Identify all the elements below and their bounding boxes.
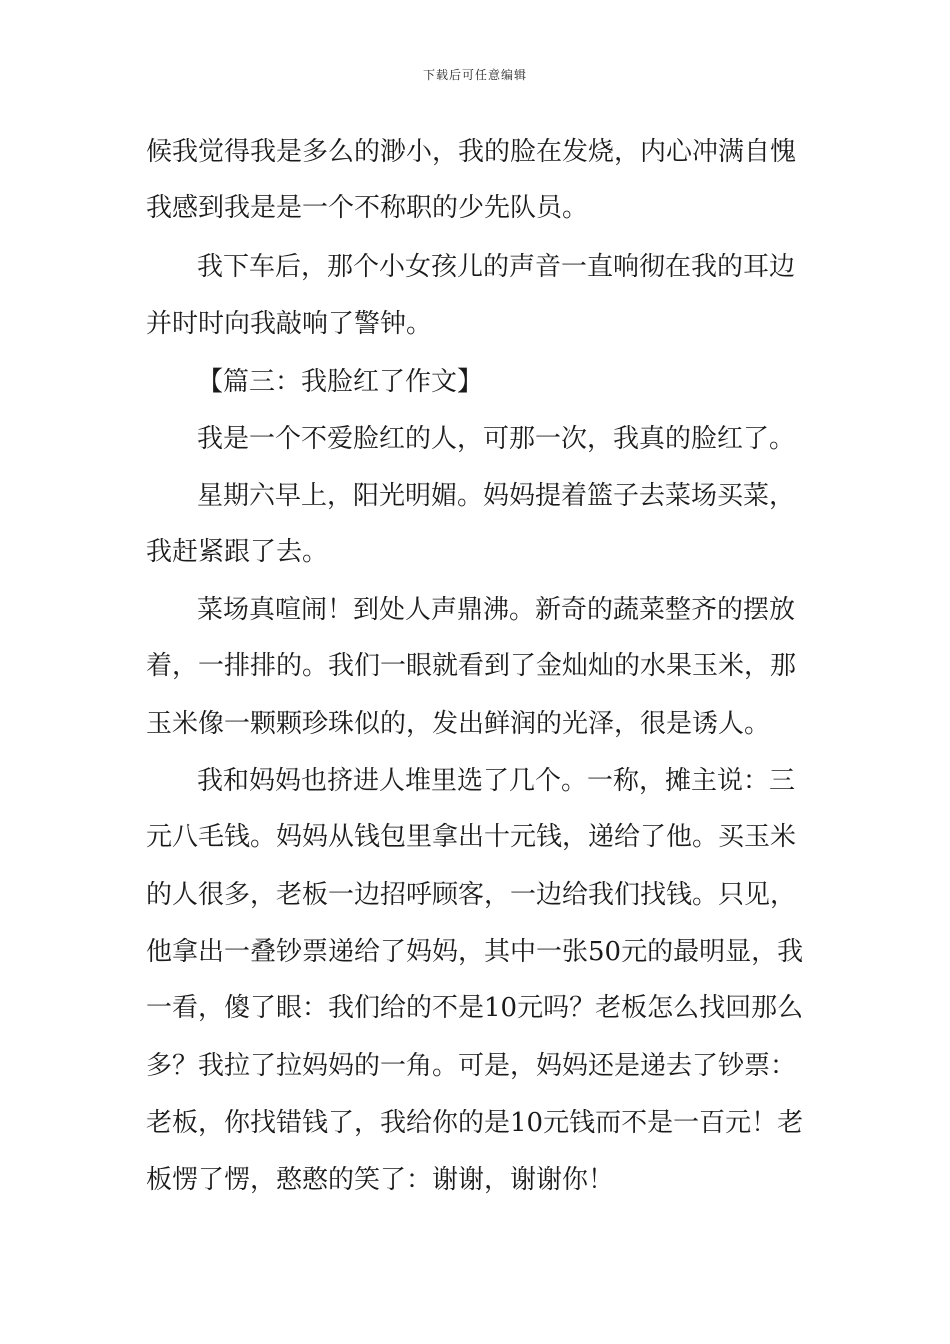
text-line: 他拿出一叠钞票递给了妈妈，其中一张50元的最明显，我 xyxy=(146,937,804,967)
text-line: 我和妈妈也挤进人堆里选了几个。一称，摊主说：三 xyxy=(197,766,796,796)
text-line: 板愣了愣，憨憨的笑了：谢谢，谢谢你！ xyxy=(146,1165,615,1195)
text-line: 我是一个不爱脸红的人，可那一次，我真的脸红了。 xyxy=(197,424,796,454)
page-header: 下载后可任意编辑 xyxy=(422,68,527,82)
text-line: 元八毛钱。妈妈从钱包里拿出十元钱，递给了他。买玉米 xyxy=(146,822,797,852)
text-line: 多？我拉了拉妈妈的一角。可是，妈妈还是递去了钞票： xyxy=(146,1051,797,1081)
text-line: 星期六早上，阳光明媚。妈妈提着篮子去菜场买菜， xyxy=(197,481,796,511)
text-line: 玉米像一颗颗珍珠似的，发出鲜润的光泽，很是诱人。 xyxy=(146,709,771,739)
text-line: 一看，傻了眼：我们给的不是10元吗？老板怎么找回那么 xyxy=(146,993,804,1023)
text-line: 我下车后，那个小女孩儿的声音一直响彻在我的耳边 xyxy=(197,252,796,282)
text-line: 菜场真喧闹！到处人声鼎沸。新奇的蔬菜整齐的摆放 xyxy=(197,595,796,625)
text-line: 我感到我是是一个不称职的少先队员。 xyxy=(146,193,589,223)
text-line: 着，一排排的。我们一眼就看到了金灿灿的水果玉米，那 xyxy=(146,651,797,681)
text-line: 并时时向我敲响了警钟。 xyxy=(146,309,433,339)
text-line: 我赶紧跟了去。 xyxy=(146,537,329,567)
section-heading: 【篇三：我脸红了作文】 xyxy=(197,367,484,397)
text-line: 候我觉得我是多么的渺小，我的脸在发烧，内心冲满自愧 xyxy=(146,137,797,167)
text-line: 老板，你找错钱了，我给你的是10元钱而不是一百元！老 xyxy=(146,1108,804,1138)
text-line: 的人很多，老板一边招呼顾客，一边给我们找钱。只见， xyxy=(146,880,797,910)
